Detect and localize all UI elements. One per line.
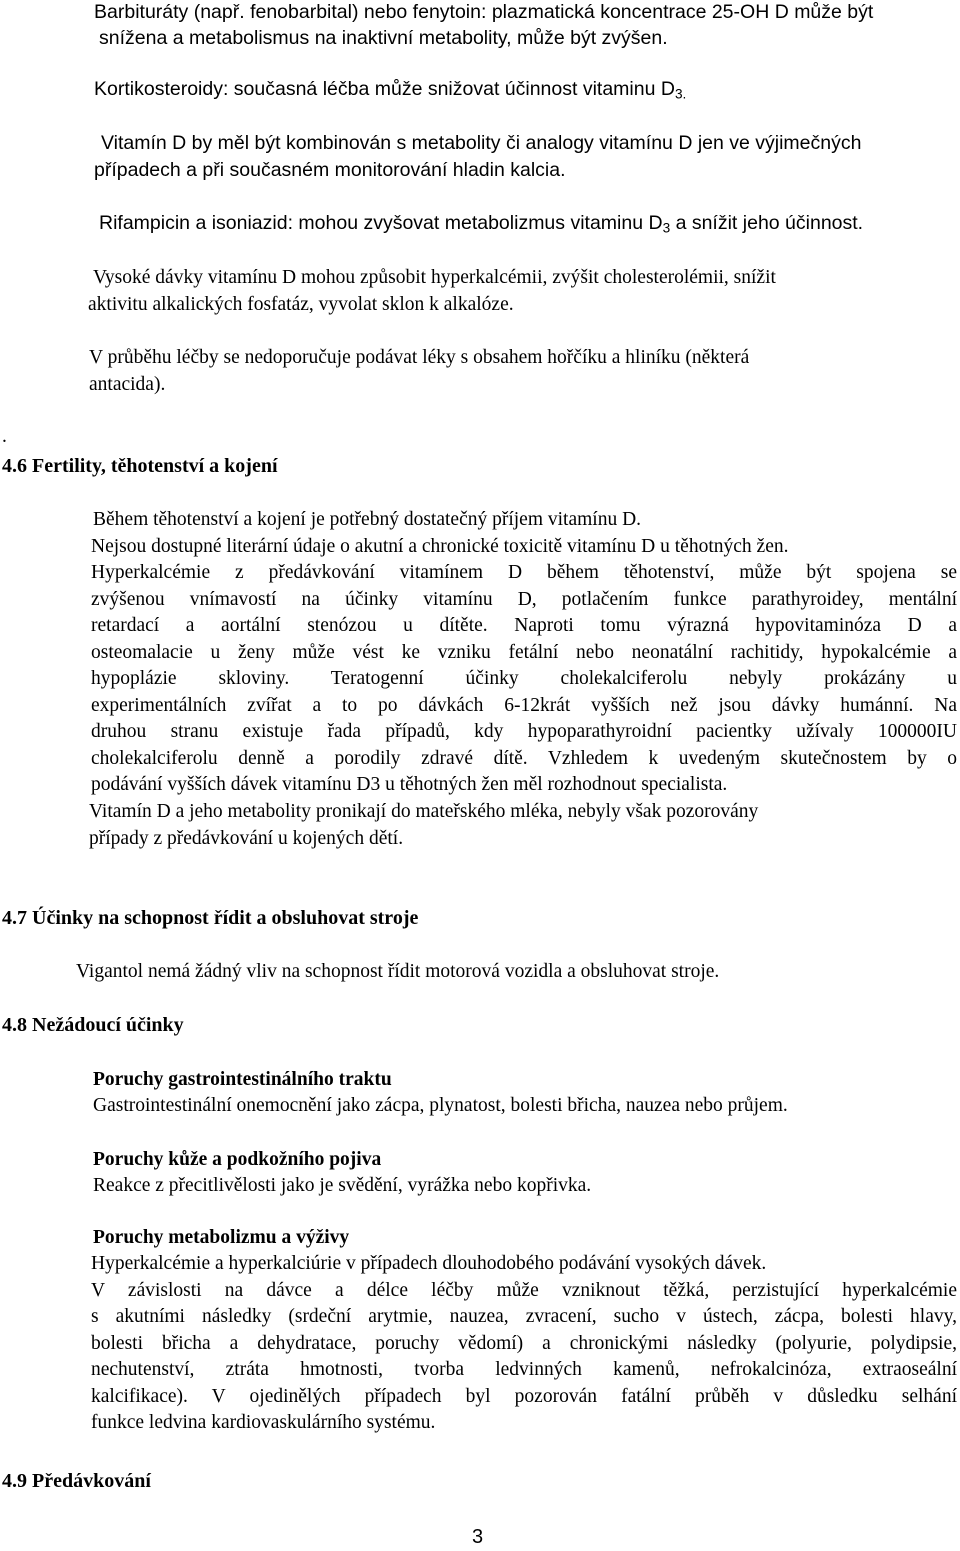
interaction-rifampicin bbox=[99, 214, 863, 234]
interaction-magnesium-line-2: antacida). bbox=[89, 374, 166, 395]
interaction-vitd-analogs-line-1: Vitamín D by měl být kombinován s metabolity či analogy vitamínu D jen ve výjimečných bbox=[101, 132, 862, 154]
section-4-9-heading: 4.9 Předávkování bbox=[2, 1470, 151, 1492]
pregnancy-line: experimentálních zvířat a to po dávkách 6-12krát vyšších než jsou dávky humánní. Na bbox=[91, 695, 957, 716]
interaction-rifampicin-text: Rifampicin a isoniazid: mohou zvyšovat metabolizmus vitaminu D bbox=[99, 212, 663, 234]
interaction-barbiturates-line-2: snížena a metabolismus na inaktivní metabolity, může být zvýšen. bbox=[99, 27, 668, 49]
metabolism-line: nechutenství, ztráta hmotnosti, tvorba ledvinných kamenů, nefrokalcinóza, extraoseální bbox=[91, 1359, 957, 1380]
interaction-magnesium-line-1: V průběhu léčby se nedoporučuje podávat léky s obsahem hořčíku a hliníku (některá bbox=[89, 347, 750, 368]
metabolism-line: funkce ledvina kardiovaskulárního systému. bbox=[91, 1412, 436, 1433]
skin-disorders-title: Poruchy kůže a podkožního pojiva bbox=[93, 1149, 382, 1170]
section-4-8-heading: 4.8 Nežádoucí účinky bbox=[2, 1014, 184, 1036]
interaction-vitd-analogs-line-2: případech a při současném monitorování hladin kalcia. bbox=[94, 159, 566, 181]
interaction-high-doses-line-1: Vysoké dávky vitamínu D mohou způsobit hyperkalcémii, zvýšit cholesterolémii, snížit bbox=[93, 267, 776, 288]
page-number: 3 bbox=[472, 1526, 484, 1548]
pregnancy-line: podávání vyšších dávek vitamínu D3 u těhotných žen měl rozhodnout specialista. bbox=[91, 774, 728, 795]
pregnancy-line: Během těhotenství a kojení je potřebný dostatečný příjem vitamínu D. bbox=[93, 509, 642, 530]
pregnancy-line: Vitamín D a jeho metabolity pronikají do mateřského mléka, nebyly však pozorovány bbox=[89, 801, 759, 822]
section-4-6-heading: 4.6 Fertility, těhotenství a kojení bbox=[2, 455, 278, 477]
metabolism-line: kalcifikace). V ojedinělých případech byl pozorován fatální průběh v důsledku selhání bbox=[91, 1386, 957, 1407]
metabolism-line: bolesti břicha a dehydratace, poruchy vědomí) a chronickými následky (polyurie, polydipsie, bbox=[91, 1333, 957, 1354]
metabolism-disorders-title: Poruchy metabolizmu a výživy bbox=[93, 1227, 350, 1248]
interaction-high-doses-line-2: aktivitu alkalických fosfatáz, vyvolat sklon k alkalóze. bbox=[88, 294, 514, 315]
gi-disorders-text: Gastrointestinální onemocnění jako zácpa, plynatost, bolesti břicha, nauzea nebo průjem. bbox=[93, 1095, 788, 1116]
gi-disorders-title: Poruchy gastrointestinálního traktu bbox=[93, 1069, 392, 1090]
metabolism-line: s akutními následky (srdeční arytmie, nauzea, zvracení, sucho v ústech, zácpa, bolesti hlavy, bbox=[91, 1306, 957, 1327]
interaction-corticosteroids-subscript: 3. bbox=[674, 86, 687, 102]
section-4-7-heading: 4.7 Účinky na schopnost řídit a obsluhovat stroje bbox=[2, 907, 419, 929]
pregnancy-line: případy z předávkování u kojených dětí. bbox=[89, 828, 404, 849]
stray-dot: . bbox=[2, 426, 7, 447]
metabolism-line: Hyperkalcémie a hyperkalciúrie v případech dlouhodobého podávání vysokých dávek. bbox=[91, 1253, 767, 1274]
pregnancy-line: hypoplázie skloviny. Teratogenní účinky cholekalciferolu nebyly prokázány u bbox=[91, 668, 957, 689]
driving-text: Vigantol nemá žádný vliv na schopnost řídit motorová vozidla a obsluhovat stroje. bbox=[76, 961, 720, 982]
pregnancy-line: druhou stranu existuje řada případů, kdy hypoparathyroidní pacientky užívaly 100000IU bbox=[91, 721, 957, 742]
pregnancy-line: osteomalacie u ženy může vést ke vzniku fetální nebo neonatální rachitidy, hypokalcémie a bbox=[91, 642, 957, 663]
pregnancy-line: Hyperkalcémie z předávkování vitamínem D během těhotenství, může být spojena se bbox=[91, 562, 957, 583]
pregnancy-line: zvýšenou vnímavostí na účinky vitamínu D, potlačením funkce parathyroidey, mentální bbox=[91, 589, 957, 610]
interaction-corticosteroids bbox=[94, 80, 686, 100]
pregnancy-line: Nejsou dostupné literární údaje o akutní a chronické toxicitě vitamínu D u těhotných žen. bbox=[91, 536, 789, 557]
interaction-rifampicin-text-end: a snížit jeho účinnost. bbox=[670, 212, 864, 234]
interaction-rifampicin-subscript: 3 bbox=[662, 220, 671, 236]
metabolism-line: V závislosti na dávce a délce léčby může vzniknout těžká, perzistující hyperkalcémie bbox=[91, 1280, 957, 1301]
interaction-barbiturates-line-1: Barbituráty (např. fenobarbital) nebo fenytoin: plazmatická koncentrace 25-OH D může být bbox=[94, 1, 874, 23]
interaction-corticosteroids-text: Kortikosteroidy: současná léčba může snižovat účinnost vitaminu D bbox=[94, 78, 675, 100]
skin-disorders-text: Reakce z přecitlivělosti jako je svědění, vyrážka nebo kopřivka. bbox=[93, 1175, 592, 1196]
pregnancy-line: retardací a aortální stenózou u dítěte. Naproti tomu výrazná hypovitaminóza D a bbox=[91, 615, 957, 636]
pregnancy-line: cholekalciferolu denně a porodily zdravé dítě. Vzhledem k uvedeným skutečnostem by o bbox=[91, 748, 957, 769]
